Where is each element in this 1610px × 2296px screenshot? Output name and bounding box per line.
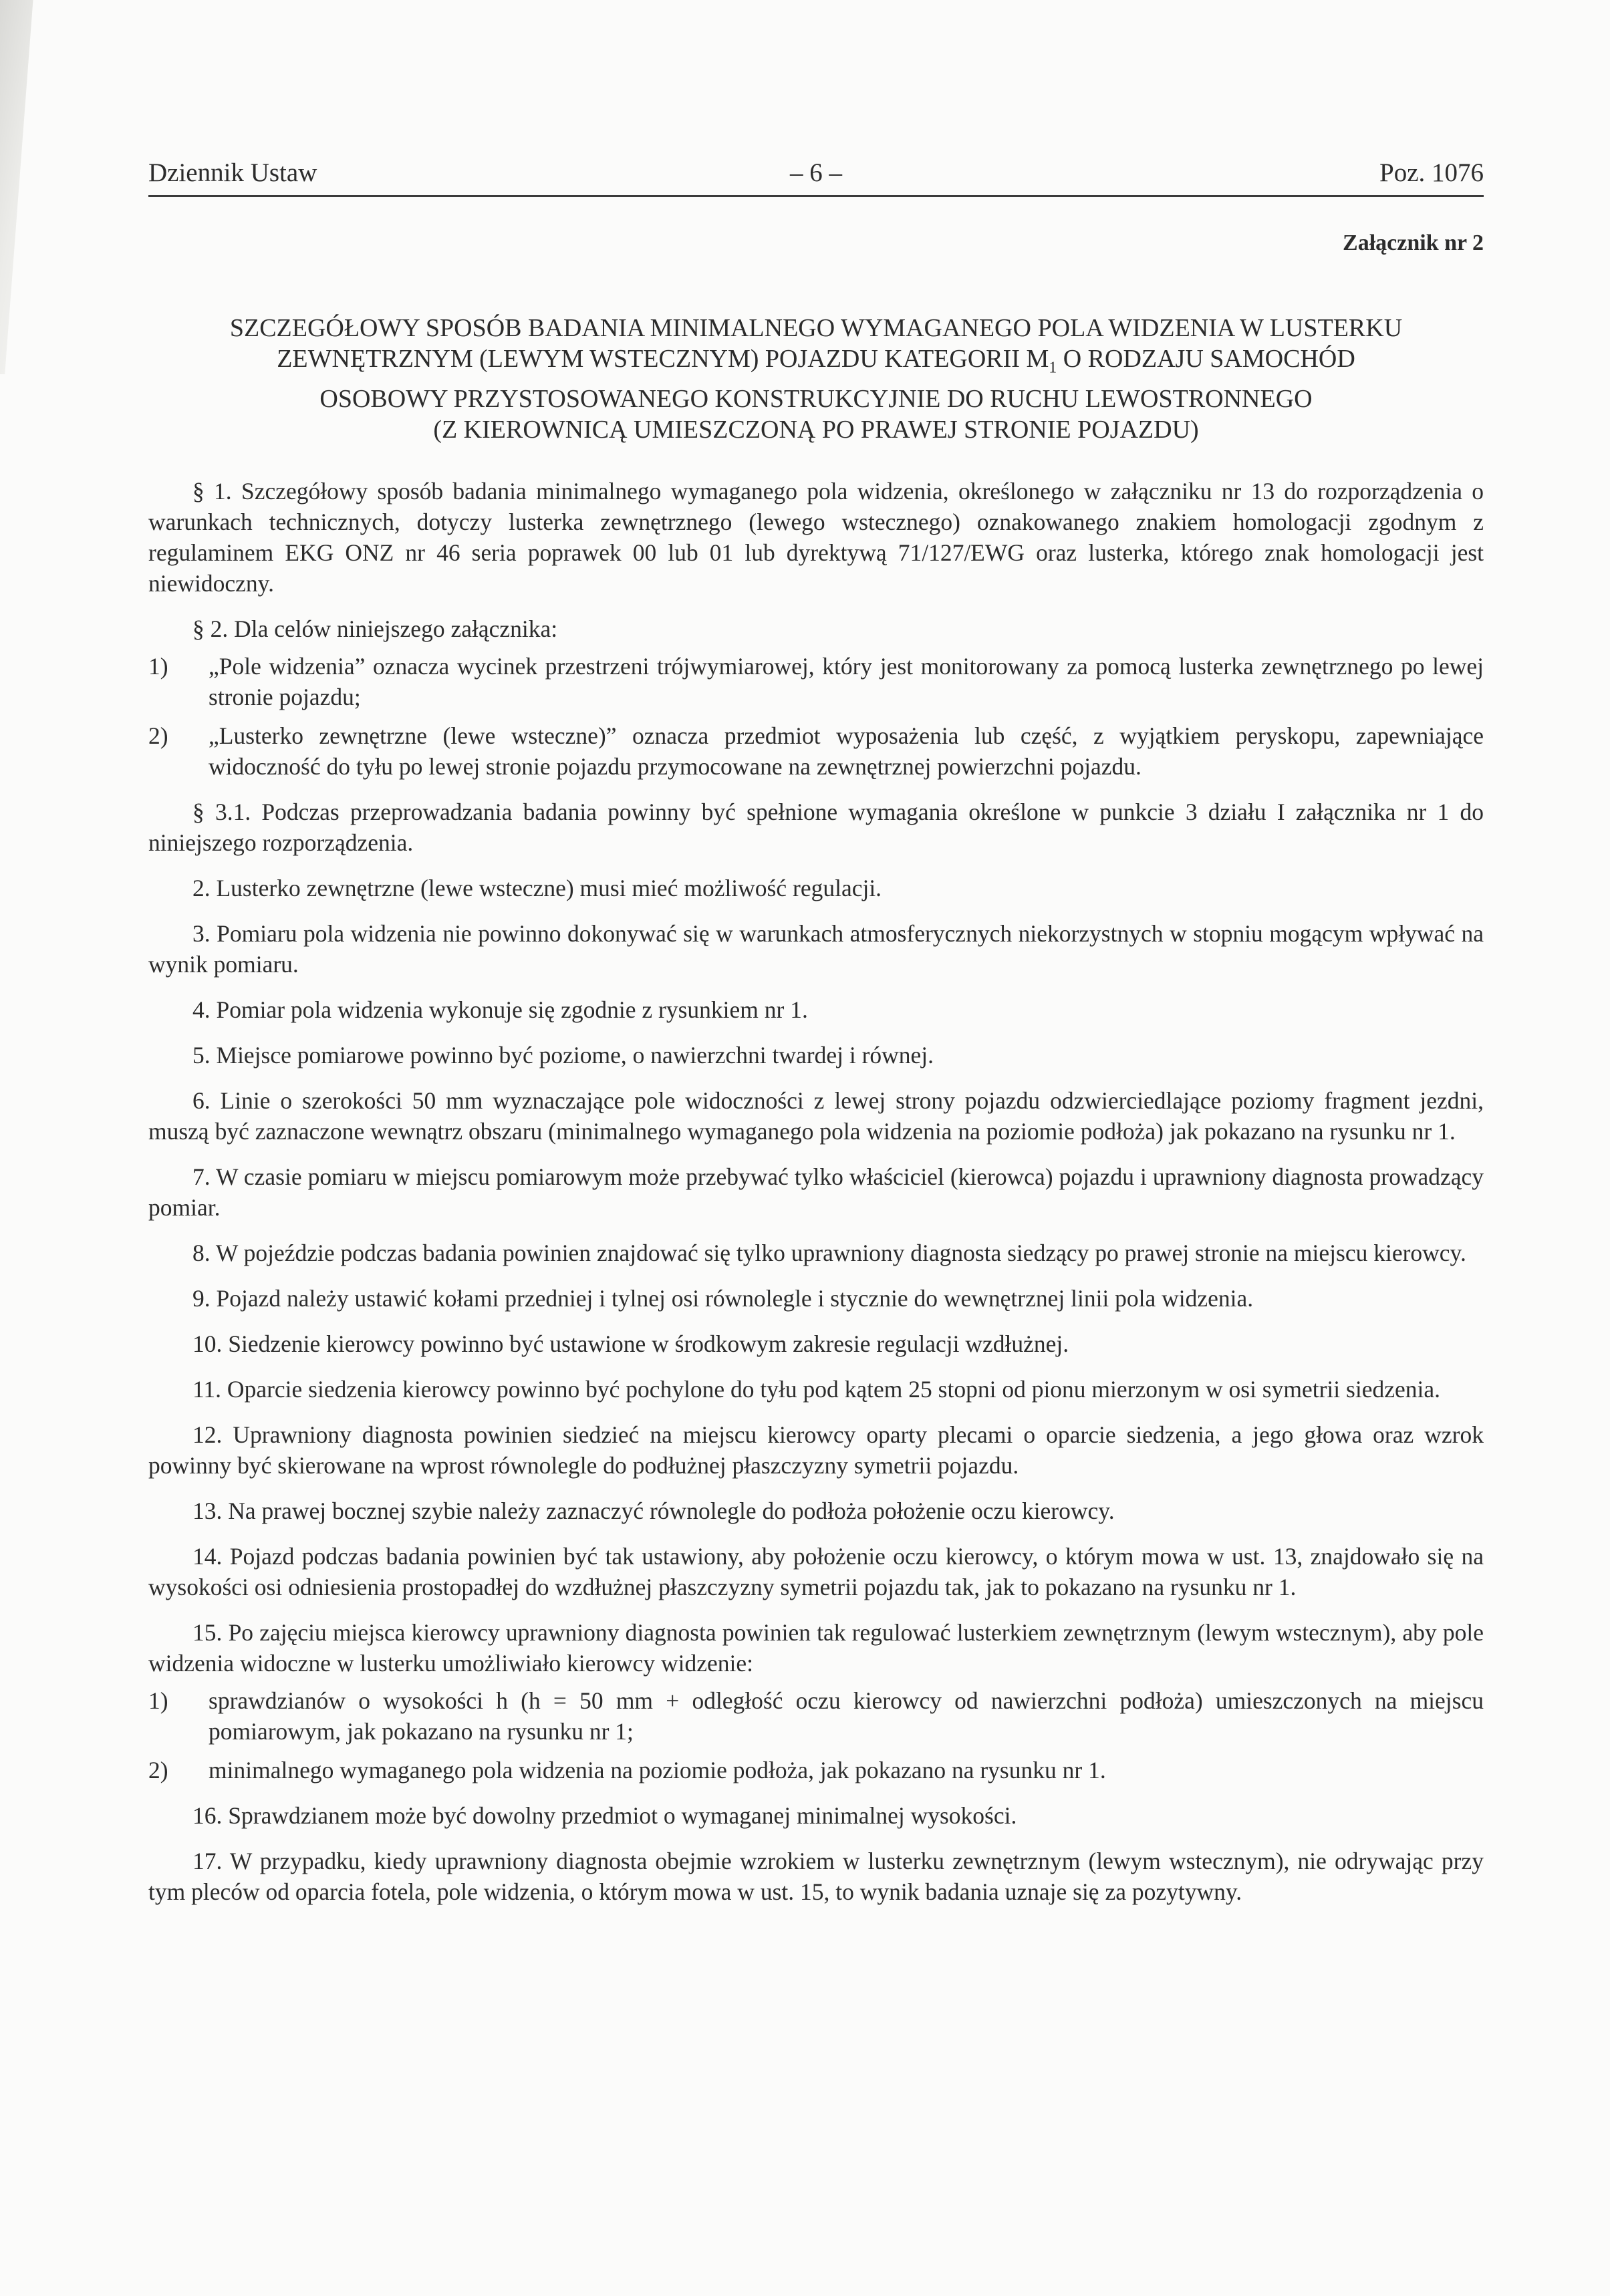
section-3-12: 12. Uprawniony diagnosta powinien siedzieć na miejscu kierowcy oparty plecami o oparcie siedzenia, a jego głowa oraz wzrok powinny być skierowane na wprost równolegle do podłużnej płaszczyzny symetrii pojazdu. (148, 1421, 1484, 1479)
journal-name: Dziennik Ustaw (148, 158, 317, 187)
document-title (148, 313, 1484, 445)
section-3-1: § 3.1. Podczas przeprowadzania badania powinny być spełnione wymagania określone w punkcie 3 działu I załącznika nr 1 do niniejszego rozporządzenia. (148, 799, 1484, 856)
list-text: „Pole widzenia” oznacza wycinek przestrzeni trójwymiarowej, który jest monitorowany za pomocą lusterka zewnętrznego po lewej stronie pojazdu; (209, 653, 1484, 710)
position-number: Poz. 1076 (1379, 158, 1484, 187)
title-line-2b: O RODZAJU SAMOCHÓD (1057, 345, 1355, 373)
title-line-2 (148, 343, 1484, 384)
section-3-11: 11. Oparcie siedzenia kierowcy powinno być pochylone do tyłu pod kątem 25 stopni od pionu mierzonym w osi symetrii siedzenia. (192, 1376, 1440, 1403)
section-3-16: 16. Sprawdzianem może być dowolny przedmiot o wymaganej minimalnej wysokości. (192, 1802, 1017, 1829)
page-header (148, 158, 1484, 198)
list-number: 1) (148, 653, 168, 680)
section-3-2: 2. Lusterko zewnętrzne (lewe wsteczne) musi mieć możliwość regulacji. (192, 875, 882, 901)
list-text: minimalnego wymaganego pola widzenia na poziomie podłoża, jak pokazano na rysunku nr 1. (209, 1757, 1106, 1783)
title-line-2a: ZEWNĘTRZNYM (LEWYM WSTECZNYM) POJAZDU KATEGORII M (277, 345, 1049, 373)
title-line-4: (Z KIEROWNICĄ UMIESZCZONĄ PO PRAWEJ STRONIE POJAZDU) (433, 415, 1199, 444)
list-text: „Lusterko zewnętrzne (lewe wsteczne)” oznacza przedmiot wyposażenia lub część, z wyjątkiem peryskopu, zapewniające widoczność do tyłu po lewej stronie pojazdu przymocowane na zewnętrznej powierzchni pojazdu. (209, 722, 1484, 780)
section-3-4: 4. Pomiar pola widzenia wykonuje się zgodnie z rysunkiem nr 1. (192, 996, 808, 1023)
section-3-7: 7. W czasie pomiaru w miejscu pomiarowym może przebywać tylko właściciel (kierowca) pojazdu i uprawniony diagnosta prowadzący pomiar. (148, 1163, 1484, 1221)
list-text: sprawdzianów o wysokości h (h = 50 mm + odległość oczu kierowcy od nawierzchni podłoża) umieszczonych na miejscu pomiarowym, jak pokazano na rysunku nr 1; (209, 1687, 1484, 1745)
section-3-6: 6. Linie o szerokości 50 mm wyznaczające pole widoczności z lewej strony pojazdu odzwierciedlające poziomy fragment jezdni, muszą być zaznaczone wewnątrz obszaru (minimalnego wymaganego pola widzenia na poziomie podłoża) jak pokazano na rysunku nr 1. (148, 1087, 1484, 1145)
section-2: § 2. Dla celów niniejszego załącznika: (192, 615, 558, 642)
section-1: § 1. Szczegółowy sposób badania minimalnego wymaganego pola widzenia, określonego w załączniku nr 13 do rozporządzenia o warunkach technicznych, dotyczy lusterka zewnętrznego (lewego wstecznego) oznakowanego znakiem homologacji zgodnym z regulaminem EKG ONZ nr 46 seria poprawek 00 lub 01 lub dyrektywą 71/127/EWG oraz lusterka, którego znak homologacji jest niewidoczny. (148, 478, 1484, 597)
section-3-3: 3. Pomiaru pola widzenia nie powinno dokonywać się w warunkach atmosferycznych niekorzystnych w stopniu mogącym wpływać na wynik pomiaru. (148, 920, 1484, 978)
document-body (148, 476, 1484, 1922)
scanned-page-edge (0, 0, 60, 374)
list-item (148, 1755, 1484, 1785)
section-3-5: 5. Miejsce pomiarowe powinno być poziome, o nawierzchni twardej i równej. (192, 1042, 934, 1068)
list-item (148, 1685, 1484, 1747)
section-3-9: 9. Pojazd należy ustawić kołami przedniej i tylnej osi równolegle i stycznie do wewnętrznej linii pola widzenia. (192, 1285, 1254, 1312)
list-item (148, 720, 1484, 782)
title-line-3: OSOBOWY PRZYSTOSOWANEGO KONSTRUKCYJNIE DO RUCHU LEWOSTRONNEGO (319, 384, 1313, 413)
list-number: 2) (148, 1757, 168, 1783)
title-line-1: SZCZEGÓŁOWY SPOSÓB BADANIA MINIMALNEGO WYMAGANEGO POLA WIDZENIA W LUSTERKU (229, 314, 1403, 342)
page-number: – 6 – (790, 158, 842, 187)
section-3-14: 14. Pojazd podczas badania powinien być tak ustawiony, aby położenie oczu kierowcy, o którym mowa w ust. 13, znajdowało się na wysokości osi odniesienia prostopadłej do wzdłużnej płaszczyzny symetrii pojazdu tak, jak to pokazano na rysunku nr 1. (148, 1543, 1484, 1600)
list-item (148, 651, 1484, 712)
section-3-10: 10. Siedzenie kierowcy powinno być ustawione w środkowym zakresie regulacji wzdłużnej. (192, 1330, 1069, 1357)
section-3-13: 13. Na prawej bocznej szybie należy zaznaczyć równolegle do podłoża położenie oczu kierowcy. (192, 1497, 1115, 1524)
category-subscript: 1 (1049, 359, 1057, 377)
annex-label: Załącznik nr 2 (1343, 231, 1484, 255)
section-3-8: 8. W pojeździe podczas badania powinien znajdować się tylko uprawniony diagnosta siedzący po prawej stronie na miejscu kierowcy. (192, 1240, 1466, 1266)
section-3-17: 17. W przypadku, kiedy uprawniony diagnosta obejmie wzrokiem w lusterku zewnętrznym (lewym wstecznym), nie odrywając przy tym pleców od oparcia fotela, pole widzenia, o którym mowa w ust. 15, to wynik badania uznaje się za pozytywny. (148, 1848, 1484, 1905)
list-number: 2) (148, 722, 168, 749)
header-rule (148, 195, 1484, 197)
section-3-15: 15. Po zajęciu miejsca kierowcy uprawniony diagnosta powinien tak regulować lusterkiem zewnętrznym (lewym wstecznym), aby pole widzenia widoczne w lusterku umożliwiało kierowcy widzenie: (148, 1619, 1484, 1677)
list-number: 1) (148, 1687, 168, 1714)
